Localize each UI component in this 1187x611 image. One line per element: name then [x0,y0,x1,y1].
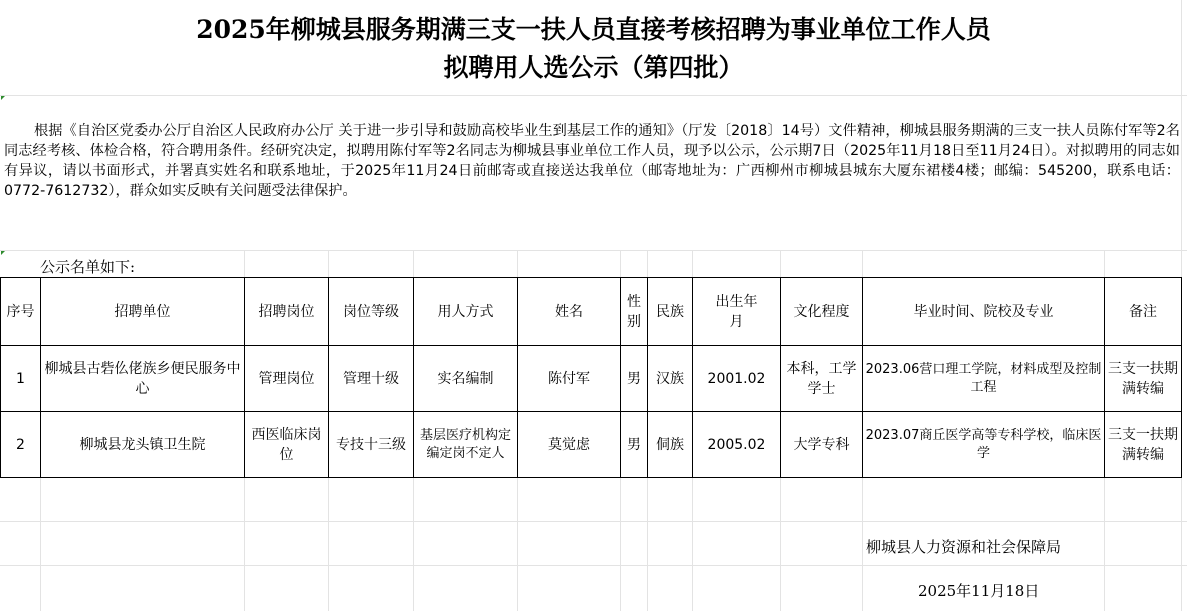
cell-post: 管理岗位 [245,346,329,412]
cell-grade: 管理十级 [329,346,414,412]
notice-paragraph: 根据《自治区党委办公厅自治区人民政府办公厅 关于进一步引导和鼓励高校毕业生到基层工作的通知》（厅发〔2018〕14号）文件精神，柳城县服务期满的三支一扶人员陈付军等2名同志经考核、体检合格，符合聘用条件。经研究决定，拟聘用陈付军等2名同志为柳城县事业单位工作人员，现予以公示，公示期7日（2025年11月18日至11月24日）。对拟聘用的同志如有异议，请以书面形式，并署真实姓名和联系地址，于2025年11月24日前邮寄或直接送达我单位（邮寄地址为：广西柳州市柳城县城东大厦东裙楼4楼；邮编：545200，联系电话：0772-7612732），群众如实反映有关问题受法律保护。 [4,123,1180,199]
grid-line [0,250,1187,251]
grid-line [862,250,863,277]
grid-line [517,250,518,277]
issue-date: 2025年11月18日 [918,582,1040,600]
grid-line [780,477,781,611]
cell-name: 陈付军 [518,346,621,412]
cell-comment-marker [1,251,5,255]
announcement-title-line2: 拟聘用人选公示（第四批） [443,53,744,82]
cell-graduation: 2023.07商丘医学高等专科学校，临床医学 [863,412,1105,478]
table-row [1,412,1182,478]
cell-graduation: 2023.06营口理工学院，材料成型及控制工程 [863,346,1105,412]
cell-education: 本科，工学学士 [781,346,863,412]
header-unit: 招聘单位 [41,278,245,346]
cell-ethnicity: 侗族 [648,412,693,478]
grid-line [1104,477,1105,611]
grid-line [328,477,329,611]
cell-no: 2 [1,412,41,478]
grid-line [620,477,621,611]
cell-remark: 三支一扶期满转编 [1105,412,1182,478]
cell-unit: 柳城县古砦仫佬族乡便民服务中心 [41,346,245,412]
table-header-row [1,278,1182,346]
grid-line [413,477,414,611]
cell-ethnicity: 汉族 [648,346,693,412]
cell-remark: 三支一扶期满转编 [1105,346,1182,412]
header-post: 招聘岗位 [245,278,329,346]
header-birth: 出生年月 [693,278,781,346]
cell-post: 西医临床岗位 [245,412,329,478]
grid-line [647,477,648,611]
header-mode: 用人方式 [414,278,518,346]
cell-mode: 实名编制 [414,346,518,412]
header-gender: 性别 [621,278,648,346]
announcement-title-line1: 2025年柳城县服务期满三支一扶人员直接考核招聘为事业单位工作人员 [196,15,991,44]
header-remark: 备注 [1105,278,1182,346]
grid-line [0,95,1187,96]
cell-gender: 男 [621,412,648,478]
cell-birth: 2001.02 [693,346,781,412]
grid-line [692,250,693,277]
cell-comment-marker [1,96,5,100]
issuing-organization: 柳城县人力资源和社会保障局 [866,538,1062,556]
grid-line [620,250,621,277]
grid-line [244,477,245,611]
table-row [1,346,1182,412]
grid-line [780,250,781,277]
grid-line [862,477,863,611]
grid-line [0,565,1187,566]
grid-line [244,250,245,277]
grid-line [1104,250,1105,277]
cell-no: 1 [1,346,41,412]
grid-line [328,250,329,277]
list-intro-label: 公示名单如下: [40,258,136,276]
grid-line [692,477,693,611]
header-no: 序号 [1,278,41,346]
cell-unit: 柳城县龙头镇卫生院 [41,412,245,478]
grid-line [0,521,1187,522]
candidate-table [0,277,1182,478]
cell-name: 莫觉虑 [518,412,621,478]
cell-grade: 专技十三级 [329,412,414,478]
grid-line [40,477,41,611]
header-graduation: 毕业时间、院校及专业 [863,278,1105,346]
cell-gender: 男 [621,346,648,412]
header-name: 姓名 [518,278,621,346]
header-education: 文化程度 [781,278,863,346]
cell-education: 大学专科 [781,412,863,478]
grid-line [413,250,414,277]
cell-birth: 2005.02 [693,412,781,478]
cell-mode: 基层医疗机构定编定岗不定人 [414,412,518,478]
grid-line [517,477,518,611]
grid-line [647,250,648,277]
header-grade: 岗位等级 [329,278,414,346]
header-ethnicity: 民族 [648,278,693,346]
